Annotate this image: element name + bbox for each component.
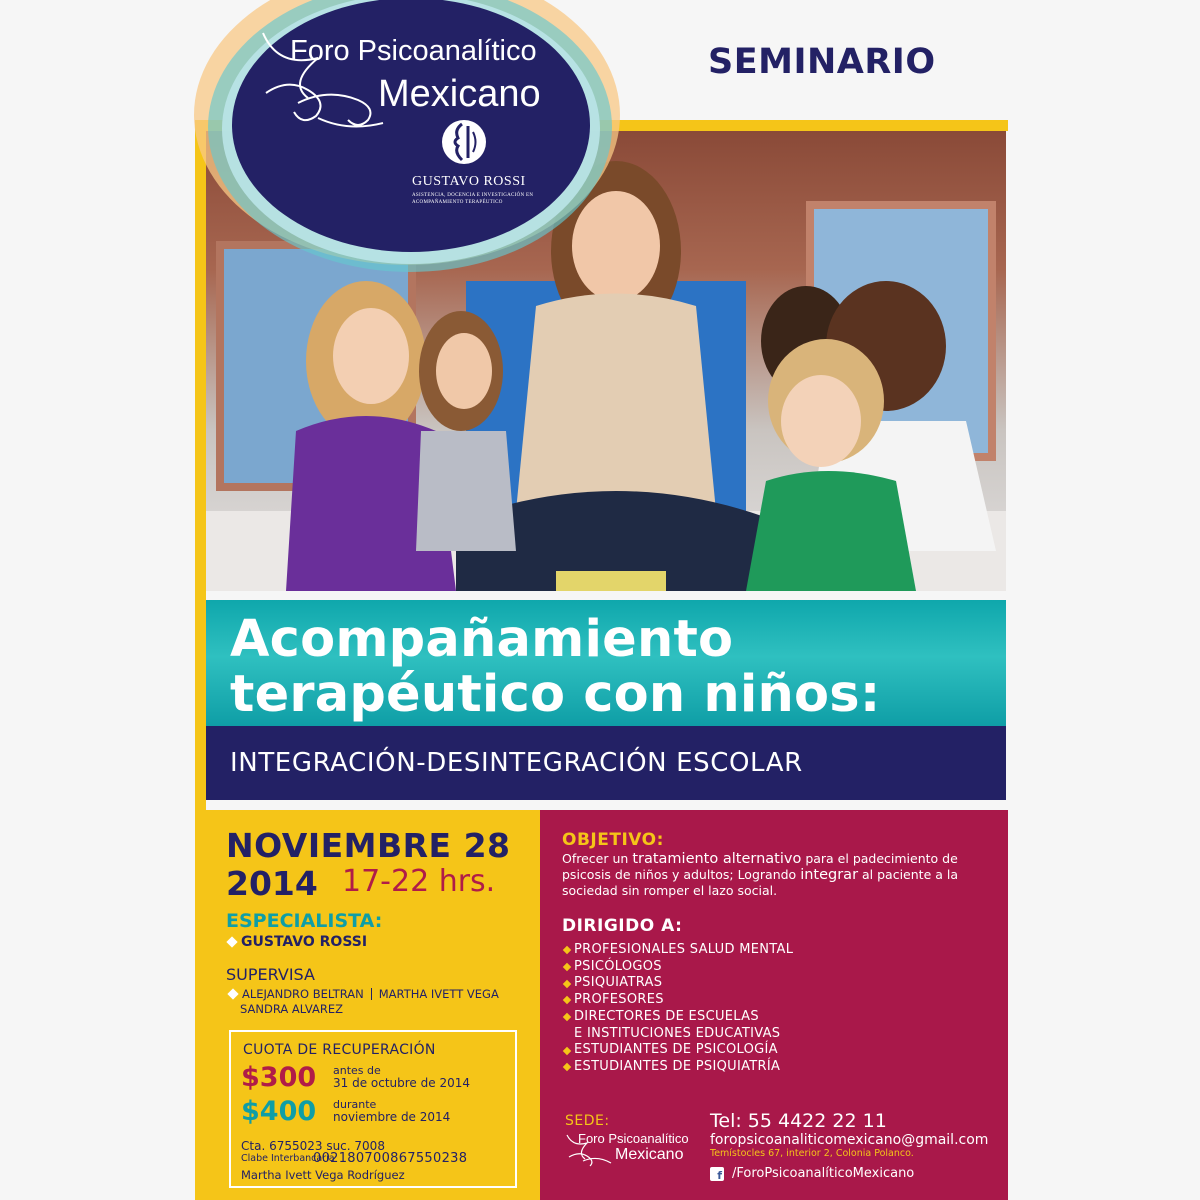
regular-price-period: noviembre de 2014 [333,1110,451,1124]
specialist-name: GUSTAVO ROSSI [241,934,368,950]
list-item-label: ESTUDIANTES DE PSIQUIATRÍA [574,1058,781,1074]
contact-phone: Tel: 55 4422 22 11 [710,1110,887,1132]
regular-price-note: durante [333,1098,377,1111]
diamond-bullet-icon [563,1013,571,1021]
list-item [562,1042,793,1059]
contact-email[interactable]: foropsicoanaliticomexicano@gmail.com [710,1132,989,1148]
list-item-label: PSIQUIATRAS [574,975,663,991]
diamond-bullet-icon [226,936,237,947]
regular-price: $400 [241,1096,317,1127]
early-price-deadline: 31 de octubre de 2014 [333,1076,470,1090]
objective-emphasis: integrar [800,867,859,883]
facebook-icon: f [710,1167,724,1181]
list-item [562,975,793,992]
face-profile-icon [440,118,488,166]
venue-logo-line-2: Mexicano [615,1146,684,1163]
supervisor-name: SANDRA ALVAREZ [240,1002,344,1016]
diamond-bullet-icon [563,1063,571,1071]
clabe-number: 002180700867550238 [313,1151,468,1166]
supervisor-name: ALEJANDRO BELTRAN [242,987,364,1001]
logo-tagline: ASISTENCIA, DOCENCIA E INVESTIGACIÓN EN ACOMPAÑAMIENTO TERAPÉUTICO [412,193,534,205]
objective-label: OBJETIVO: [562,830,664,850]
event-year: 2014 [226,864,318,903]
objective-text-part: para el padecimiento de psicosis de niños y adultos; Logrando [562,851,958,882]
subtitle: INTEGRACIÓN-DESINTEGRACIÓN ESCOLAR [230,748,803,778]
bank-account: Cta. 6755023 suc. 7008 [241,1139,385,1153]
list-item-label: DIRECTORES DE ESCUELAS [574,1008,759,1024]
list-item [562,1059,793,1076]
list-item-label: E INSTITUCIONES EDUCATIVAS [574,1025,781,1041]
clabe-label: Clabe Interbancaria [241,1153,335,1164]
list-item-label: PROFESORES [574,992,664,1008]
audience-list [562,942,793,1076]
divider [371,988,372,1000]
logo-person-name: GUSTAVO ROSSI [412,174,526,189]
frame-left-strip [195,120,206,810]
list-item-label: PSICÓLOGOS [574,958,662,974]
diamond-bullet-icon [563,963,571,971]
diamond-bullet-icon [563,1046,571,1054]
diamond-bullet-icon [563,980,571,988]
specialist-label: ESPECIALISTA: [226,910,383,932]
objective-text-part: Ofrecer un [562,851,629,866]
objective-emphasis: tratamiento alternativo [632,851,802,867]
early-price: $300 [241,1062,317,1093]
early-price-note: antes de [333,1064,381,1077]
event-date: NOVIEMBRE 28 [226,826,511,865]
venue-label: SEDE: [565,1113,610,1129]
specialist-row [228,934,367,950]
list-item [562,992,793,1009]
logo-title-line-2: Mexicano [378,73,541,115]
supervisor-name: MARTHA IVETT VEGA [378,987,499,1001]
diamond-bullet-icon [563,996,571,1004]
account-holder: Martha Ivett Vega Rodríguez [241,1168,405,1182]
list-item-label: ESTUDIANTES DE PSICOLOGÍA [574,1042,778,1058]
venue-address: Temístocles 67, interior 2, Colonia Polanco. [710,1148,914,1159]
objective-text [562,851,992,899]
list-item [562,1009,793,1026]
list-item-label: PROFESIONALES SALUD MENTAL [574,942,794,957]
seminar-label: SEMINARIO [708,42,936,82]
supervisors-row [229,987,499,1001]
diamond-bullet-icon [227,988,238,999]
audience-label: DIRIGIDO A: [562,916,683,936]
supervisors-label: SUPERVISA [226,965,315,984]
objective-text-part: al paciente a la sociedad sin romper el lazo social. [562,867,959,898]
list-item-continuation [562,1026,793,1043]
facebook-link[interactable] [710,1166,914,1181]
event-hours: 17-22 hrs. [342,864,496,899]
list-item [562,942,793,959]
title-line-1: Acompañamiento [230,610,734,669]
facebook-handle: /ForoPsicoanalíticoMexicano [732,1166,915,1181]
diamond-bullet-icon [563,946,571,954]
logo-title-line-1: Foro Psicoanalítico [290,35,537,67]
list-item [562,959,793,976]
venue-logo-line-1: Foro Psicoanalítico [578,1131,689,1146]
title-line-2: terapéutico con niños: [230,665,881,724]
fee-label: CUOTA DE RECUPERACIÓN [243,1042,436,1058]
